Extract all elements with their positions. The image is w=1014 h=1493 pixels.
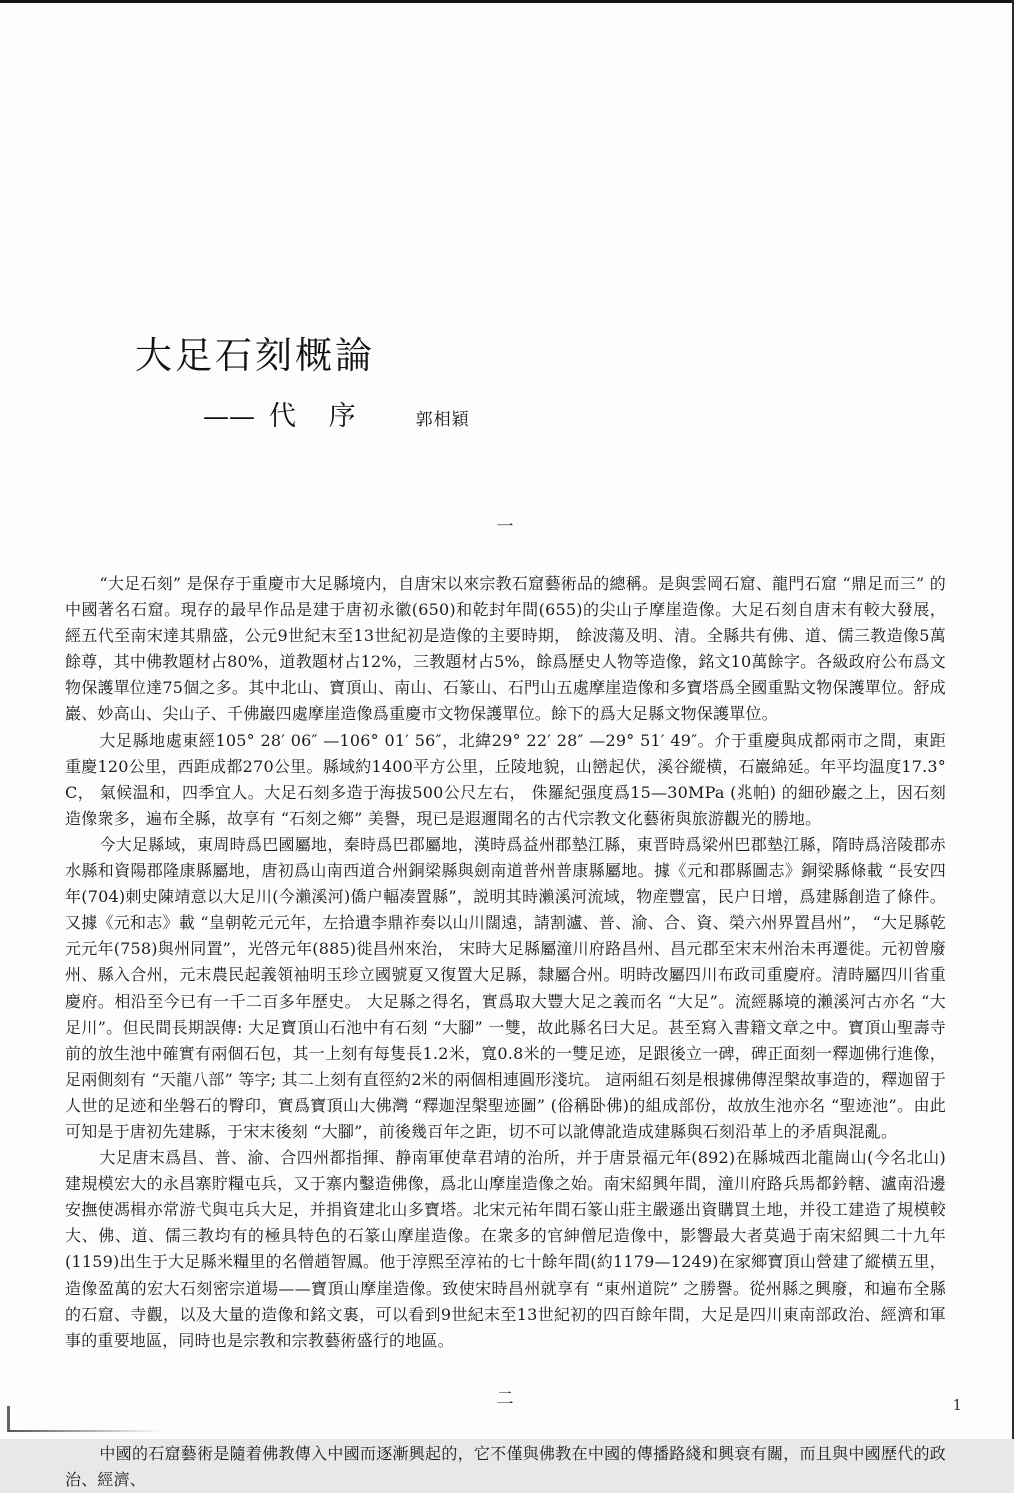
paragraph: 大足縣地處東經105° 28′ 06″ —106° 01′ 56″，北緯29° 22′ 28″ —29° 51′ 49″。介于重慶與成都兩市之間，東距重慶120公里，西距成都270公里。縣域約1400平方公里，丘陵地貌，山巒起伏，溪谷縱横，石巖綿延。年平均温度17.3° C， 氣候温和，四季宜人。大足石刻多造于海拔500公尺左右， 侏羅紀强度爲15—30MPa (兆帕) 的細砂巖之上，因石刻造像衆多，遍布全縣，故享有 “石刻之鄉” 美譽，現已是遐邇聞名的古代宗教文化藝術與旅游觀光的勝地。 [65, 730, 946, 828]
page-number: 1 [952, 1396, 962, 1414]
scan-edge-top [0, 0, 1014, 3]
page-title: 大足石刻概論 [135, 334, 375, 377]
author-name: 郭相穎 [415, 409, 470, 430]
scan-artifact-bottom-left-tick [7, 1406, 10, 1432]
subtitle-dash: —— [203, 401, 255, 432]
section-marker-two: 二 [496, 1388, 515, 1409]
subtitle-row [203, 394, 835, 433]
section-one-paragraphs [65, 571, 946, 1354]
section-two-paragraphs [65, 1441, 946, 1493]
paragraph: 大足唐末爲昌、普、渝、合四州都指揮、静南軍使韋君靖的治所，并于唐景福元年(892)在縣城西北龍崗山(今名北山) 建規模宏大的永昌寨貯糧屯兵，又于寨内鑿造佛像，爲北山摩崖造像之始。南宋紹興年間，潼川府路兵馬都鈐轄、瀘南沿邊安撫使馮楫亦常游弋與屯兵大足，并捐資建北山多寶塔。北宋元祐年間石篆山莊主嚴遜出資購買土地，并役工建造了規模較大、佛、道、儒三教均有的極具特色的石篆山摩崖造像。在衆多的官紳僧尼造像中，影響最大者莫過于南宋紹興二十九年(1159)出生于大足縣米糧里的名僧趙智鳳。他于淳熙至淳祐的七十餘年間(約1179—1249)在家鄉寶頂山營建了縱横五里，造像盈萬的宏大石刻密宗道場——寶頂山摩崖造像。致使宋時昌州就享有 “東州道院” 之勝譽。從州縣之興廢，和遍布全縣的石窟、寺觀，以及大量的造像和銘文裏，可以看到9世紀末至13世紀初的四百餘年間，大足是四川東南部政治、經濟和軍事的重要地區，同時也是宗教和宗教藝術盛行的地區。 [65, 1148, 946, 1350]
subtitle: 代 序 [269, 400, 368, 432]
section-marker-one: 一 [496, 517, 515, 537]
paragraph: 中國的石窟藝術是隨着佛教傳入中國而逐漸興起的，它不僅與佛教在中國的傳播路綫和興衰有關，而且與中國歷代的政治、經濟、 [65, 1443, 946, 1489]
heading-block [135, 336, 835, 433]
body-column [65, 512, 946, 1493]
paragraph: “大足石刻” 是保存于重慶市大足縣境内，自唐宋以來宗教石窟藝術品的總稱。是與雲岡石窟、龍門石窟 “鼎足而三” 的中國著名石窟。現存的最早作品是建于唐初永徽(650)和乾封年間(655)的尖山子摩崖造像。大足石刻自唐末有較大發展，經五代至南宋達其鼎盛，公元9世紀末至13世紀初是造像的主要時期， 餘波蕩及明、清。全縣共有佛、道、儒三教造像5萬餘尊，其中佛教題材占80%，道教題材占12%，三教題材占5%，餘爲歷史人物等造像，銘文10萬餘字。各級政府公布爲文物保護單位達75個之多。其中北山、寶頂山、南山、石篆山、石門山五處摩崖造像和多寶塔爲全國重點文物保護單位。舒成巖、妙高山、尖山子、千佛巖四處摩崖造像爲重慶市文物保護單位。餘下的爲大足縣文物保護單位。 [65, 574, 946, 724]
paragraph: 今大足縣域，東周時爲巴國屬地，秦時爲巴郡屬地，漢時爲益州郡墊江縣，東晋時爲梁州巴郡墊江縣，隋時爲涪陵郡赤水縣和資陽郡隆康縣屬地，唐初爲山南西道合州銅梁縣與劍南道普州普康縣屬地。據《元和郡縣圖志》銅梁縣條載 “長安四年(704)刺史陳靖意以大足川(今瀨溪河)僑户輻凑置縣”，説明其時瀨溪河流域，物産豐富，民户日增，爲建縣創造了條件。又據《元和志》載 “皇朝乾元元年，左拾遺李鼎祚奏以山川闊遠，請割瀘、普、渝、合、資、榮六州界置昌州”， “大足縣乾元元年(758)與州同置”，光啓元年(885)徙昌州來治， 宋時大足縣屬潼川府路昌州、昌元郡至宋末州治未再遷徙。元初曾廢州、縣入合州，元末農民起義領袖明玉珍立國號夏又復置大足縣，隸屬合州。明時改屬四川布政司重慶府。清時屬四川省重慶府。相沿至今已有一千二百多年歷史。 大足縣之得名，實爲取大豐大足之義而名 “大足”。流經縣境的瀨溪河古亦名 “大足川”。但民間長期誤傳: 大足寶頂山石池中有石刻 “大腳” 一雙，故此縣名曰大足。甚至寫入書籍文章之中。寶頂山聖壽寺前的放生池中確實有兩個石包，其一上刻有每隻長1.2米，寬0.8米的一雙足迹，足跟後立一碑，碑正面刻一釋迦佛行進像，足兩側刻有 “天龍八部” 等字; 其二上刻有直徑約2米的兩個相連圓形淺坑。 這兩組石刻是根據佛傳涅槃故事造的，釋迦留于人世的足迹和坐磐石的臀印，實爲寶頂山大佛灣 “釋迦涅槃聖迹圖” (俗稱卧佛)的組成部份，故放生池亦名 “聖迹池”。由此可知是于唐初先建縣，于宋末後刻 “大腳”，前後幾百年之距，切不可以訛傳訛造成建縣與石刻沿革上的矛盾與混亂。 [65, 834, 946, 1141]
